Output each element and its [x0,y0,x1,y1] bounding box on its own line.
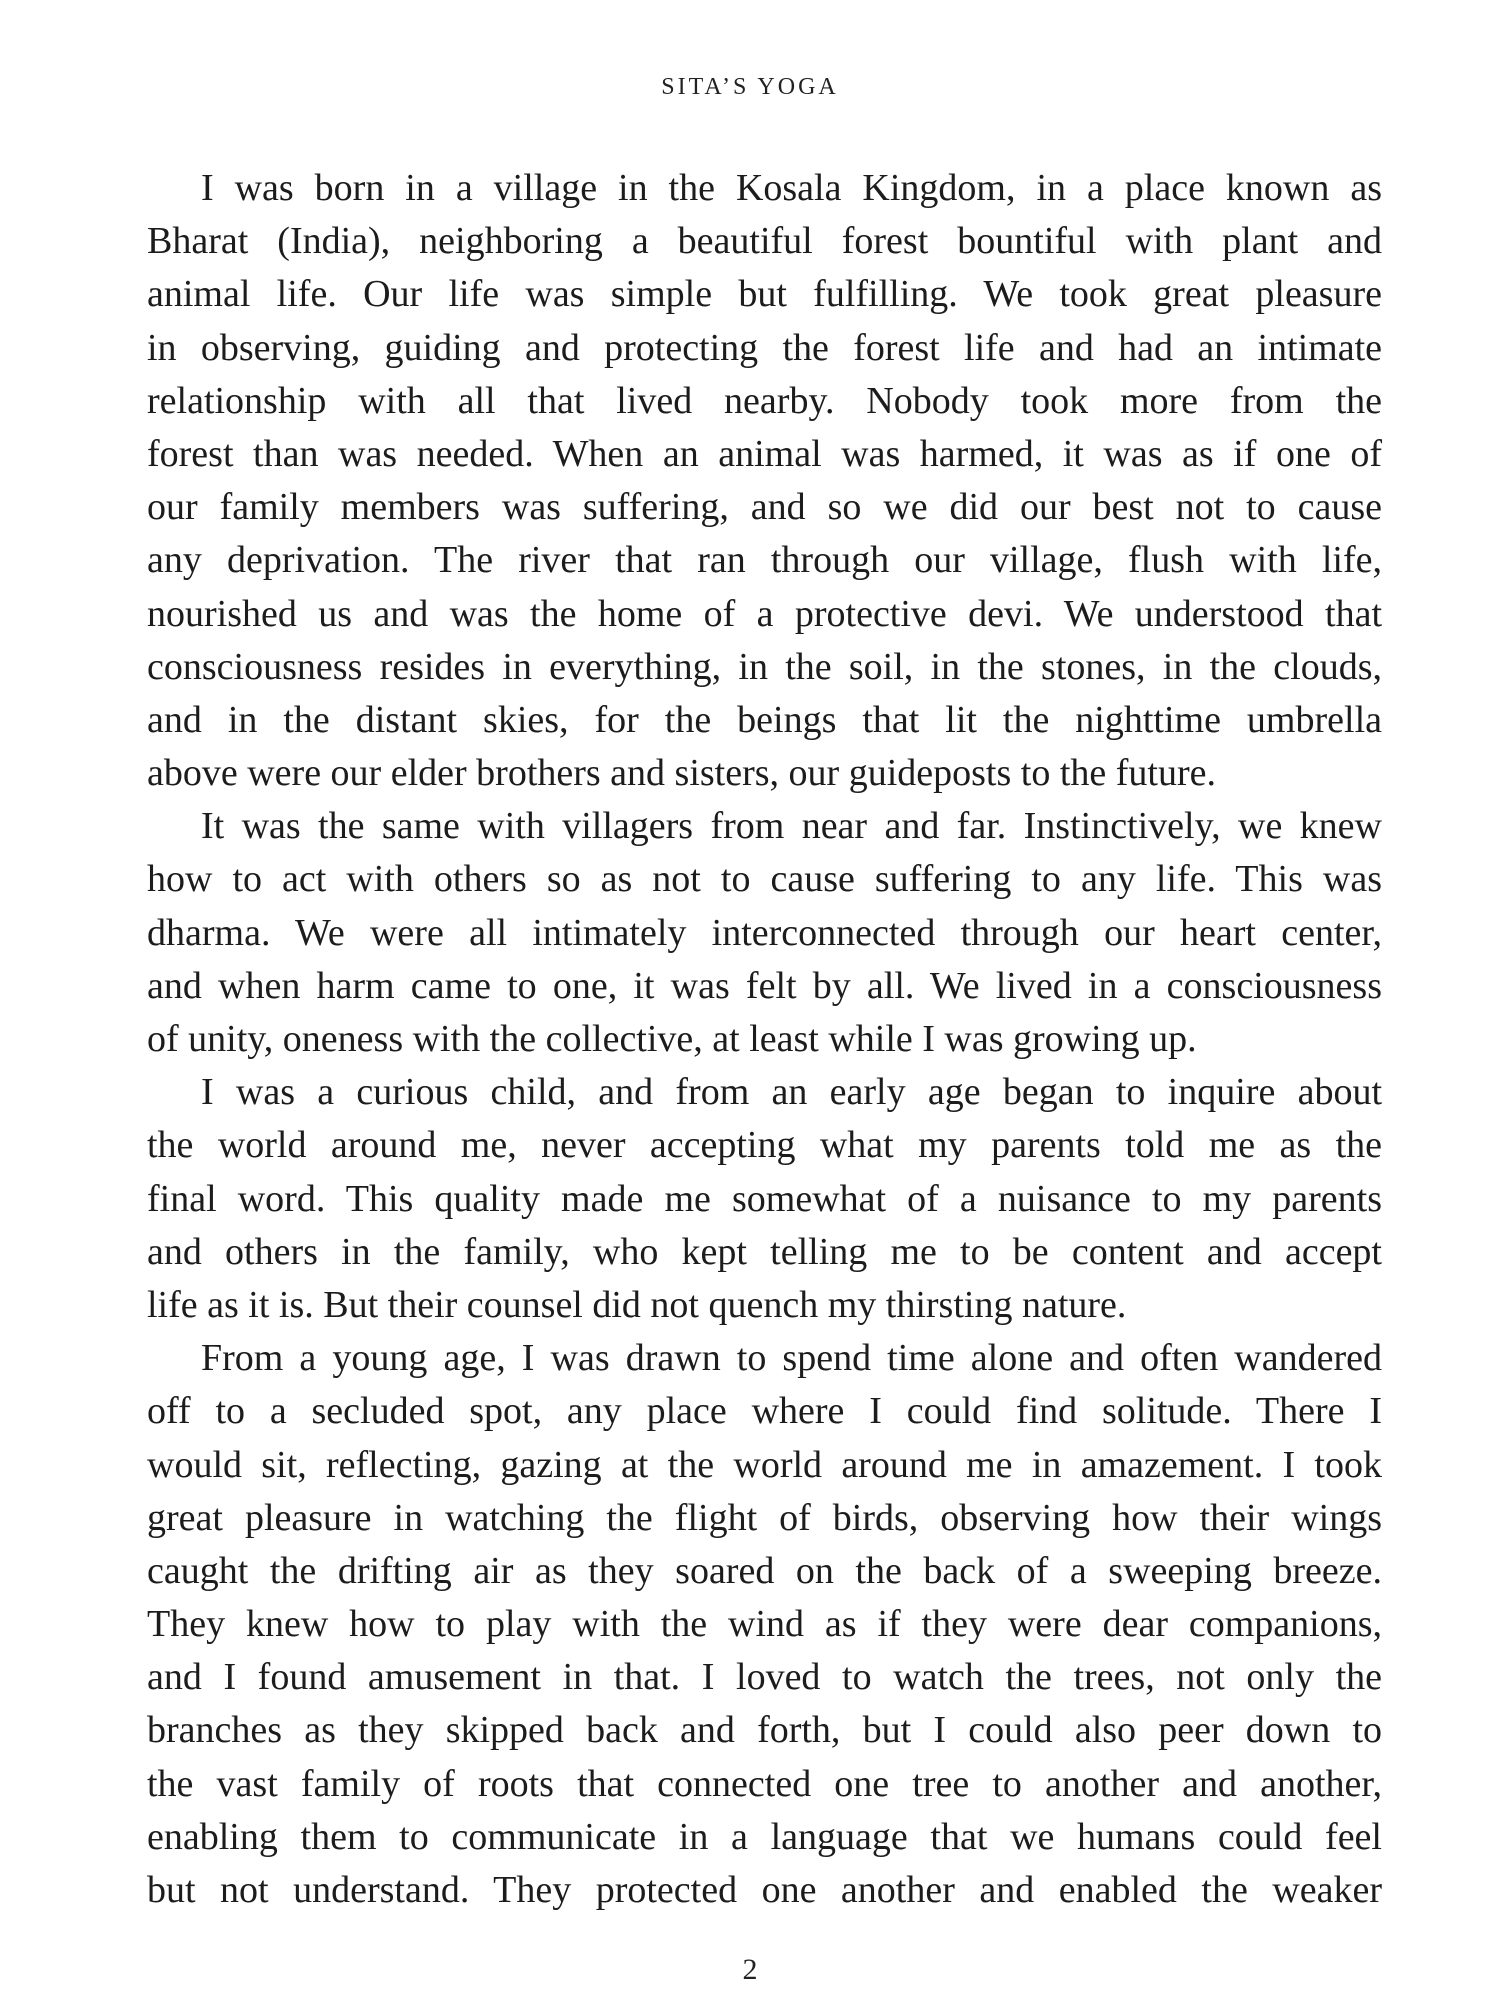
text-line: animal life. Our life was simple but fulfilling. We took great pleasure [147,273,1382,316]
text-line: relationship with all that lived nearby. Nobody took more from the [147,379,1382,422]
text-line: and when harm came to one, it was felt by all. We lived in a consciousness [147,964,1382,1007]
text-line: great pleasure in watching the flight of birds, observing how their wings [147,1496,1382,1539]
running-header: SITA’S YOGA [661,74,839,100]
text-line: life as it is. But their counsel did not quench my thirsting nature. [147,1283,1127,1326]
text-line: It was the same with villagers from near and far. Instinctively, we knew [201,805,1382,848]
text-line: caught the drifting air as they soared on the back of a sweeping breeze. [147,1549,1382,1592]
text-line: of unity, oneness with the collective, at least while I was growing up. [147,1018,1197,1060]
text-line: I was a curious child, and from an early age began to inquire about [201,1071,1382,1114]
text-line: Bharat (India), neighboring a beautiful forest bountiful with plant and [147,220,1382,263]
text-line: and in the distant skies, for the beings that lit the nighttime umbrella [147,698,1382,741]
text-line: branches as they skipped back and forth, but I could also peer down to [147,1709,1382,1752]
text-line: but not understand. They protected one another and enabled the weaker [147,1869,1382,1911]
text-line: the vast family of roots that connected one tree to another and another, [147,1762,1382,1805]
text-line: off to a secluded spot, any place where I could find solitude. There I [147,1390,1382,1433]
text-line: and I found amusement in that. I loved to watch the trees, not only the [147,1656,1382,1699]
text-line: enabling them to communicate in a language that we humans could feel [147,1815,1382,1858]
text-line: From a young age, I was drawn to spend time alone and often wandered [201,1337,1382,1380]
text-line: the world around me, never accepting what my parents told me as the [147,1124,1382,1167]
text-line: and others in the family, who kept telling me to be content and accept [147,1230,1382,1273]
text-line: They knew how to play with the wind as if they were dear companions, [147,1603,1382,1646]
text-line: any deprivation. The river that ran through our village, flush with life, [147,539,1382,582]
text-line: consciousness resides in everything, in the soil, in the stones, in the clouds, [147,645,1382,688]
text-line: above were our elder brothers and sisters, our guideposts to the future. [147,752,1216,795]
text-line: would sit, reflecting, gazing at the world around me in amazement. I took [147,1443,1382,1486]
page-number: 2 [742,1953,758,1986]
text-line: final word. This quality made me somewhat of a nuisance to my parents [147,1177,1382,1220]
text-line: I was born in a village in the Kosala Kingdom, in a place known as [201,167,1382,209]
text-line: nourished us and was the home of a protective devi. We understood that [147,592,1382,635]
text-line: in observing, guiding and protecting the forest life and had an intimate [147,326,1382,369]
text-line: dharma. We were all intimately interconnected through our heart center, [147,911,1382,954]
text-line: our family members was suffering, and so we did our best not to cause [147,486,1382,529]
text-line: forest than was needed. When an animal was harmed, it was as if one of [147,432,1382,475]
body-text [147,162,1382,1917]
text-line: how to act with others so as not to cause suffering to any life. This was [147,858,1382,901]
